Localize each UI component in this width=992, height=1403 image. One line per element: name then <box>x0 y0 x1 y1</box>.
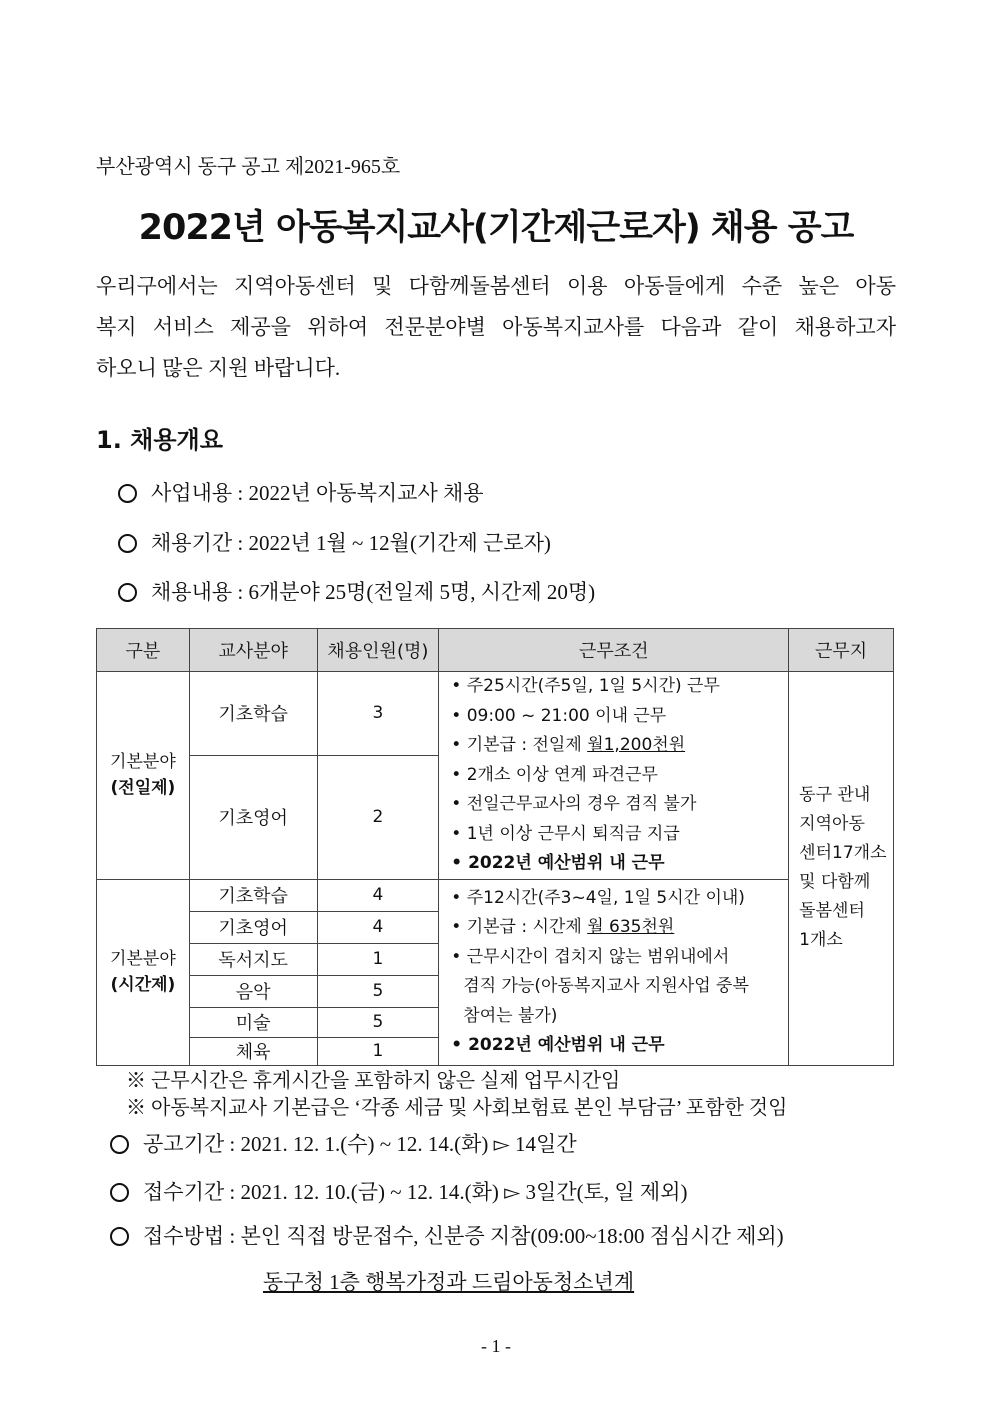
field-cell: 체육 <box>189 1037 317 1065</box>
field-cell: 음악 <box>189 975 317 1007</box>
field-cell: 기초학습 <box>189 879 317 911</box>
field-cell: 기초학습 <box>189 672 317 756</box>
intro-line-2: 복지 서비스 제공을 위하여 전문분야별 아동복지교사를 다음과 같이 채용하고자 <box>96 315 896 339</box>
overview-business <box>118 477 484 507</box>
workplace-cell: 동구 관내 지역아동 센터17개소 및 다함께 돌봄센터 1개소 <box>789 672 894 1066</box>
fulltime-category <box>97 672 190 880</box>
circle-bullet-icon <box>110 1135 129 1154</box>
condition-line: • 기본급 : 시간제 월 635천원 <box>451 917 675 937</box>
circle-bullet-icon <box>118 583 137 602</box>
receipt-method <box>110 1220 784 1250</box>
fulltime-category-line2: (전일제) <box>110 778 176 799</box>
overview-business-text: 사업내용 : 2022년 아동복지교사 채용 <box>151 481 484 505</box>
intro-line-3: 하오니 많은 지원 바랍니다. <box>96 356 341 380</box>
receipt-method-text: 접수방법 : 본인 직접 방문접수, 신분증 지참(09:00~18:00 점심시간 제외) <box>143 1224 784 1248</box>
overview-content <box>118 576 595 606</box>
note-2: ※ 아동복지교사 기본급은 ‘각종 세금 및 사회보험료 본인 부담금’ 포함한 것임 <box>126 1097 788 1119</box>
count-cell: 5 <box>317 1007 439 1037</box>
table-header-row <box>97 629 894 672</box>
page-number: - 1 - <box>481 1336 511 1356</box>
count-cell: 5 <box>317 975 439 1007</box>
header-category: 구분 <box>97 629 190 672</box>
condition-line: • 2022년 예산범위 내 근무 <box>451 1035 665 1055</box>
count-cell: 1 <box>317 1037 439 1065</box>
page-title: 2022년 아동복지교사(기간제근로자) 채용 공고 <box>138 208 854 248</box>
overview-content-text: 채용내용 : 6개분야 25명(전일제 5명, 시간제 20명) <box>151 580 596 604</box>
notice-number: 부산광역시 동구 공고 제2021-965호 <box>96 156 401 178</box>
fulltime-category-line1: 기본분야 <box>110 752 176 773</box>
receipt-period-text: 접수기간 : 2021. 12. 10.(금) ~ 12. 14.(화) ▻ 3일간(토, 일 제외) <box>143 1180 688 1204</box>
receipt-period <box>110 1176 688 1206</box>
header-workplace: 근무지 <box>789 629 894 672</box>
note-1: ※ 근무시간은 휴게시간을 포함하지 않은 실제 업무시간임 <box>126 1070 621 1092</box>
table-row <box>97 672 894 756</box>
field-cell: 기초영어 <box>189 911 317 943</box>
condition-line: • 주25시간(주5일, 1일 5시간) 근무 <box>451 676 720 696</box>
overview-period-text: 채용기간 : 2022년 1월 ~ 12월(기간제 근로자) <box>151 531 551 555</box>
condition-line: • 기본급 : 전일제 월1,200천원 <box>451 735 686 755</box>
hiring-table <box>96 628 894 1066</box>
condition-line: • 근무시간이 겹치지 않는 범위내에서 <box>451 946 730 967</box>
circle-bullet-icon <box>118 484 137 503</box>
parttime-conditions <box>439 879 789 1065</box>
count-cell: 3 <box>317 672 439 756</box>
header-conditions: 근무조건 <box>439 629 789 672</box>
receipt-location: 동구청 1층 행복가정과 드림아동청소년계 <box>263 1270 635 1294</box>
condition-line: • 전일근무교사의 경우 겸직 불가 <box>451 794 697 814</box>
condition-line: • 09:00 ~ 21:00 이내 근무 <box>451 705 667 726</box>
overview-period <box>118 527 551 557</box>
condition-line: • 1년 이상 근무시 퇴직금 지급 <box>451 823 680 844</box>
condition-line: • 주12시간(주3~4일, 1일 5시간 이내) <box>451 887 745 908</box>
section-heading: 1. 채용개요 <box>96 426 223 454</box>
parttime-category-line1: 기본분야 <box>110 949 176 969</box>
condition-line: 겸직 가능(아동복지교사 지원사업 중복 <box>463 976 749 996</box>
table-row <box>97 879 894 911</box>
intro-line-1: 우리구에서는 지역아동센터 및 다함께돌봄센터 이용 아동들에게 수준 높은 아동 <box>96 274 896 298</box>
circle-bullet-icon <box>110 1183 129 1202</box>
parttime-category <box>97 879 190 1065</box>
field-cell: 기초영어 <box>189 755 317 879</box>
circle-bullet-icon <box>110 1227 129 1246</box>
announce-period-text: 공고기간 : 2021. 12. 1.(수) ~ 12. 14.(화) ▻ 14일간 <box>143 1132 577 1156</box>
announce-period <box>110 1128 577 1158</box>
condition-line: • 2022년 예산범위 내 근무 <box>451 853 665 873</box>
parttime-category-line2: (시간제) <box>110 975 176 995</box>
field-cell: 미술 <box>189 1007 317 1037</box>
count-cell: 2 <box>317 755 439 879</box>
condition-line: 참여는 불가) <box>463 1005 558 1026</box>
count-cell: 1 <box>317 943 439 975</box>
circle-bullet-icon <box>118 534 137 553</box>
header-field: 교사분야 <box>189 629 317 672</box>
field-cell: 독서지도 <box>189 943 317 975</box>
condition-line: • 2개소 이상 연계 파견근무 <box>451 764 658 785</box>
count-cell: 4 <box>317 879 439 911</box>
fulltime-conditions <box>439 672 789 880</box>
header-count: 채용인원(명) <box>317 629 439 672</box>
count-cell: 4 <box>317 911 439 943</box>
